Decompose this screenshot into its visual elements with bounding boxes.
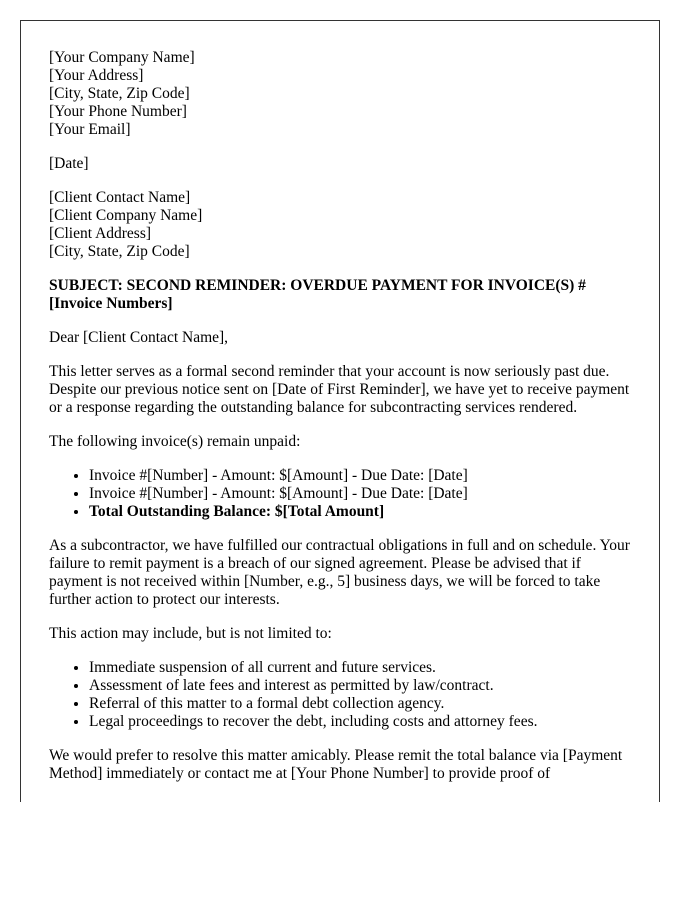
sender-line: [Your Email] [49,121,131,138]
recipient-line: [City, State, Zip Code] [49,243,190,260]
paragraph-obligations: As a subcontractor, we have fulfilled our contractual obligations in full and on schedule. Your failure to remit payment is a breach of our signed agreement. Please be advised that if payment is not received within [Number, e.g., 5] business days, we will be forced to take further action to protect our interests. [49,537,630,608]
paragraph-actions-intro: This action may include, but is not limited to: [49,625,332,642]
recipient-line: [Client Address] [49,225,152,242]
actions-list [49,659,631,731]
total-balance: • Total Outstanding Balance: $[Total Amount] [89,503,631,521]
invoice-item: • Invoice #[Number] - Amount: $[Amount] - Due Date: [Date] [89,467,631,485]
action-item: • Referral of this matter to a formal debt collection agency. [89,695,631,713]
letter-date: [Date] [49,155,89,172]
sender-address [49,49,631,139]
paragraph-resolve: We would prefer to resolve this matter amicably. Please remit the total balance via [Payment Method] immediately or contact me at [Your Phone Number] to provide proof of [49,747,623,782]
invoice-list [49,467,631,521]
action-item: • Legal proceedings to recover the debt, including costs and attorney fees. [89,713,631,731]
paragraph-intro: This letter serves as a formal second reminder that your account is now seriously past due. Despite our previous notice sent on [Date of First Reminder], we have yet to receive payment or a response regarding the outstanding balance for subcontracting services rendered. [49,363,630,416]
paragraph-unpaid: The following invoice(s) remain unpaid: [49,433,301,450]
action-item: • Assessment of late fees and interest as permitted by law/contract. [89,677,631,695]
salutation: Dear [Client Contact Name], [49,329,229,346]
recipient-address [49,189,631,261]
sender-line: [Your Company Name] [49,49,195,66]
sender-line: [City, State, Zip Code] [49,85,190,102]
letter-page [20,20,660,802]
invoice-item: • Invoice #[Number] - Amount: $[Amount] - Due Date: [Date] [89,485,631,503]
recipient-line: [Client Company Name] [49,207,203,224]
sender-line: [Your Phone Number] [49,103,187,120]
action-item: • Immediate suspension of all current and future services. [89,659,631,677]
subject-line: SUBJECT: SECOND REMINDER: OVERDUE PAYMENT FOR INVOICE(S) # [Invoice Numbers] [49,277,586,312]
sender-line: [Your Address] [49,67,144,84]
recipient-line: [Client Contact Name] [49,189,191,206]
